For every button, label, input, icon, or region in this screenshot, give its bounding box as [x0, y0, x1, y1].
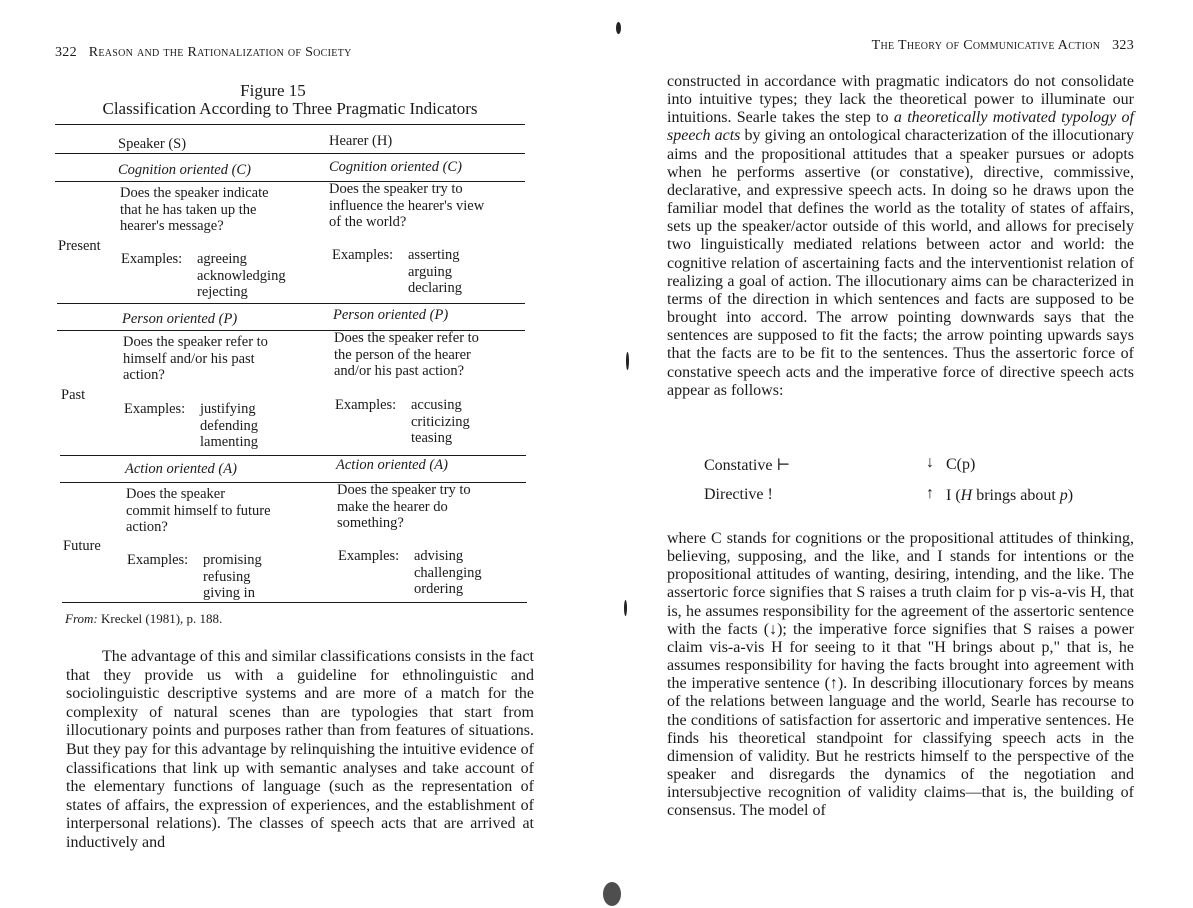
arrow-up-icon: ↑: [926, 485, 934, 502]
column-header-speaker: Speaker (S): [118, 136, 187, 152]
constative-label: Constative ⊢: [704, 457, 791, 474]
directive-expression: I (H brings about p): [946, 487, 1074, 504]
scan-speck: [616, 22, 621, 34]
row-label-present: Present: [58, 238, 101, 254]
right-page-header: [872, 38, 1134, 54]
hearer-heading-person: Person oriented (P): [333, 307, 449, 323]
scan-speck: [626, 352, 629, 370]
speaker-question-present: Does the speaker indicate that he has taken up the hearer's message?: [120, 185, 269, 234]
hearer-question-present: Does the speaker try to influence the hearer's view of the world?: [329, 181, 485, 230]
row-label-past: Past: [61, 387, 86, 403]
right-paragraph-1: constructed in accordance with pragmatic indicators do not consolidate into intuitive types; they lack the theoretical power to illuminate our intuitions. Searle takes the step to a theoretically motivated typology of speech acts by giving an ontological characterization of the illocutionary aims and the propositional attitudes that a speaker pursues or adopts when he performs assertive (or constative), directive, commissive, declarative, and expressive speech acts. In doing so he draws upon the familiar model that defines the world as the totality of states of affairs, sets up the speaker/actor outside of this world, and allows for precisely two linguistically mediated relations between actor and world: the cognitive relation of ascertaining facts and the interventionist relation of realizing a goal of action. The illocutionary aims can be characterized in terms of the direction in which sentences and facts are supposed to be brought into accord. The arrow pointing downwards says that the sentences are supposed to fit the facts; the arrow pointing upwards says that the facts are to be fit to the sentences. Thus the assertoric force of constative speech acts and the imperative force of directive speech acts appear as follows:: [667, 73, 1134, 399]
section-divider-1: [57, 303, 525, 304]
arrow-down-icon: ↓: [926, 454, 934, 471]
figure-source: From: Kreckel (1981), p. 188.: [65, 611, 223, 626]
right-running-title: The Theory of Communicative Action: [871, 38, 1101, 53]
left-running-title: Reason and the Rationalization of Society: [88, 45, 352, 60]
row-label-future: Future: [63, 538, 101, 554]
speaker-question-future: Does the speaker commit himself to future action?: [126, 486, 271, 535]
hearer-question-future: Does the speaker try to make the hearer do something?: [337, 482, 471, 531]
scan-speck: [624, 600, 627, 616]
right-body-text-bottom: [667, 530, 1134, 821]
left-body-text: [66, 648, 534, 853]
scan-speck: [603, 882, 621, 906]
speaker-heading-cognition: Cognition oriented (C): [118, 162, 251, 178]
speaker-examples-past: Examples: justifying defending lamenting: [124, 401, 258, 450]
left-paragraph: The advantage of this and similar classifications consists in the fact that they provide us with a guideline for ethnolinguistic and sociolinguistic descriptive systems and are more of a match for the complexity of natural scenes than are typologies that start from illocutionary points and purposes rather than from features of situations. But they pay for this advantage by relinquishing the intuitive evidence of classifications that link up with semantic analyses and take account of the elementary functions of language (such as the representation of states of affairs, the expression of experiences, and the establishment of interpersonal relations). The classes of speech acts that are arrived at inductively and: [66, 648, 534, 851]
constative-expression: C(p): [946, 456, 976, 473]
hearer-heading-action: Action oriented (A): [336, 457, 448, 473]
figure-title: Classification According to Three Pragmatic Indicators: [102, 99, 478, 118]
hearer-examples-present: Examples: asserting arguing declaring: [332, 247, 462, 296]
right-body-text-top: [667, 73, 1134, 400]
speaker-examples-future: Examples: promising refusing giving in: [127, 552, 262, 601]
left-page-header: [55, 45, 352, 61]
right-paragraph-2: where C stands for cognitions or the propositional attitudes of thinking, believing, supposing, and the like, and I stands for intentions or the propositional attitudes of wanting, desiring, intending, and the like. The assertoric force signifies that S raises a truth claim for p vis-a-vis H, that is, he assumes responsibility for the agreement of the assertoric sentence with the facts (↓); the imperative force signifies that S raises a power claim vis-a-vis H for seeing to it that "H brings about p," that is, he assumes responsibility for having the facts brought into agreement with the imperative sentence (↑). In describing illocutionary forces by means of the relations between language and the world, Searle has recourse to the conditions of satisfaction for assertoric and imperative sentences. He finds his theoretical standpoint for classifying speech acts in the dimension of validity. But he restricts himself to the perspective of the speaker and disregards the dynamics of the negotiation and intersubjective recognition of validity claims—that is, the building of consensus. The model of: [667, 530, 1134, 820]
speaker-heading-person: Person oriented (P): [122, 311, 238, 327]
directive-label: Directive !: [704, 486, 773, 503]
speaker-question-past: Does the speaker refer to himself and/or his past action?: [123, 334, 268, 383]
hearer-heading-cognition: Cognition oriented (C): [329, 159, 462, 175]
speaker-examples-present: Examples: agreeing acknowledging rejecting: [121, 251, 286, 300]
hearer-question-past: Does the speaker refer to the person of the hearer and/or his past action?: [334, 330, 479, 379]
figure-number: Figure 15: [240, 81, 306, 100]
header-rule: [55, 153, 525, 154]
hearer-examples-future: Examples: advising challenging ordering: [338, 548, 482, 597]
hearer-examples-past: Examples: accusing criticizing teasing: [335, 397, 470, 446]
right-page-number: 323: [1112, 38, 1134, 53]
table-bottom-rule: [62, 602, 527, 603]
section-divider-2: [60, 455, 526, 456]
speaker-heading-action: Action oriented (A): [125, 461, 237, 477]
table-top-rule: [55, 124, 525, 125]
column-header-hearer: Hearer (H): [329, 133, 393, 149]
left-page-number: 322: [55, 45, 77, 60]
